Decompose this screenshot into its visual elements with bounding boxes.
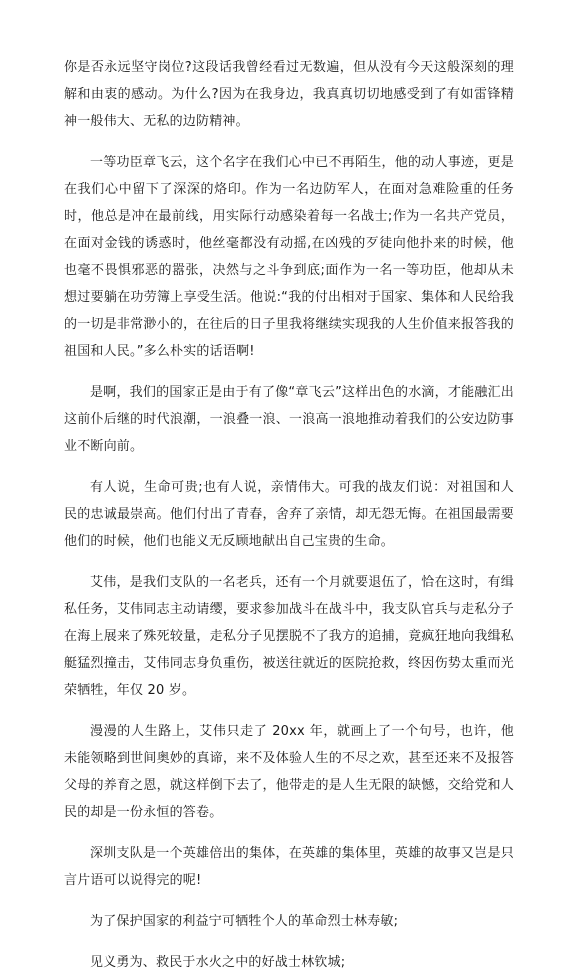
paragraph-8: 为了保护国家的利益宁可牺牲个人的革命烈士林寿敏; [90, 914, 399, 929]
paragraph-7: 深圳支队是一个英雄倍出的集体，在英雄的集体里，英雄的故事又岂是只言片语可以说得完的呢! [64, 846, 514, 888]
paragraph-5: 艾伟，是我们支队的一名老兵，还有一个月就要退伍了，恰在这时，有缉私任务，艾伟同志主动请缨，要求参加战斗在战斗中，我支队官兵与走私分子在海上展来了殊死较量，走私分子见摆脱不了我方的追捕，竟疯狂地向我缉私艇猛烈撞击，艾伟同志身负重伤，被送往就近的医院抢救，终因伤势太重而光荣牺牲，年仅 20 岁。 [64, 575, 514, 698]
paragraph-2: 一等功臣章飞云，这个名字在我们心中已不再陌生，他的动人事迹，更是在我们心中留下了深深的烙印。作为一名边防军人，在面对急难险重的任务时，他总是冲在最前线，用实际行动感染着每一名战士;作为一名共产党员，在面对金钱的诱惑时，他丝毫都没有动摇,在凶残的歹徒向他扑来的时候，他也毫不畏惧邪恶的嚣张，决然与之斗争到底;面作为一名一等功臣，他却从未想过要躺在功劳簿上享受生活。他说:“我的付出相对于国家、集体和人民给我的一切是非常渺小的，在往后的日子里我将继续实现我的人生价值来报答我的祖国和人民。”多么朴实的话语啊! [64, 155, 514, 359]
paragraph-3: 是啊，我们的国家正是由于有了像“章飞云”这样出色的水滴，才能融汇出这前仆后继的时代浪潮，一浪叠一浪、一浪高一浪地推动着我们的公安边防事业不断向前。 [64, 385, 514, 454]
paragraph-9: 见义勇为、救民于水火之中的好战士林钦城; [90, 955, 346, 970]
paragraph-4: 有人说，生命可贵;也有人说，亲情伟大。可我的战友们说：对祖国和人民的忠诚最崇高。他们付出了青春，舍弃了亲情，却无怨无悔。在祖国最需要他们的时候，他们也能义无反顾地献出自己宝贵的生命。 [64, 480, 514, 549]
paragraph-6: 漫漫的人生路上，艾伟只走了 20xx 年，就画上了一个句号，也许，他未能领略到世间奥妙的真谛，来不及体验人生的不尽之欢，甚至还来不及报答父母的养育之恩，就这样倒下去了，他带走的是人生无限的缺憾，交给党和人民的却是一份永恒的答卷。 [64, 724, 514, 820]
paragraph-1: 你是否永远坚守岗位?这段话我曾经看过无数遍，但从没有今天这般深刻的理解和由衷的感动。为什么?因为在我身边，我真真切切地感受到了有如雷锋精神一般伟大、无私的边防精神。 [64, 60, 514, 129]
